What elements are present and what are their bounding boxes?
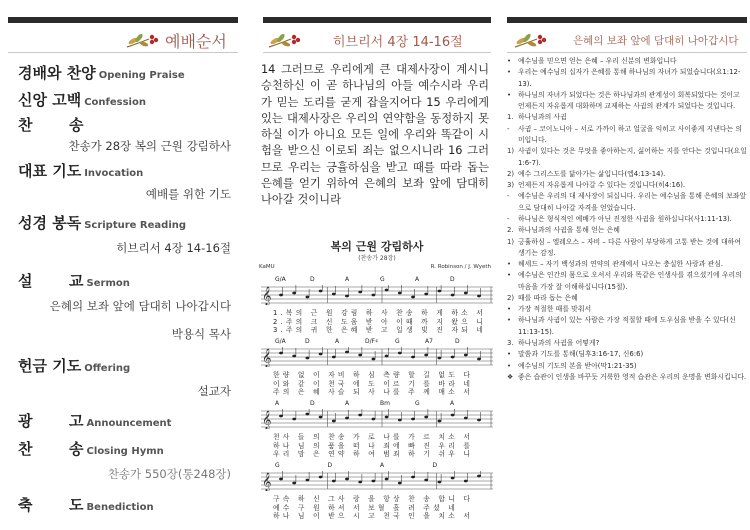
hymn-detail: 찬송가 28장 복의 근원 강림하사 [68,139,231,153]
note-text: 예수 그리스도를 닮아가는 삶입니다(엡4:13-14). [518,169,666,178]
order-item-invocation: 대표 기도 Invocation [18,162,144,180]
order-item-scripture-reading: 성경 봉독 Scripture Reading [18,214,187,232]
scripture-column [255,0,495,530]
note-marker: • [507,271,512,280]
note-item [507,293,747,304]
chord-symbol: D [305,338,310,345]
note-item [507,372,747,383]
hymn-key: KaMU [259,264,275,270]
chord-symbol: D [310,276,315,283]
note-item [507,225,747,236]
note-text: 사귐이 있다는 것은 무엇을 좋아하는지, 싫어하는 지를 안다는 것입니다(요일1:6-7). [518,147,747,167]
chord-symbol: G/A [275,276,286,283]
offering-detail: 설교자 [197,384,231,398]
note-item [507,124,747,147]
chord-symbol: G [395,338,400,345]
chord-symbol: D [327,462,333,469]
chord-symbol: D/F♯ [365,338,378,345]
note-item [507,180,747,191]
chord-symbol: Bm [380,400,390,407]
note-marker: 2) [507,293,515,302]
note-text: 가장 적절한 때를 맞춰서 [518,305,592,314]
note-marker: • [507,316,512,325]
hymn-lyric-line: 예수 구 원 하셔 서 보혈 흘 려 주셨 네 [273,503,458,512]
hymn-lyric-line: 주의 은 혜 사슬 되 사 나를 주 께 매소 서 [273,388,474,396]
sermon-preacher: 박용식 목사 [171,327,231,341]
hymn-lyric-line: 천사 들 의 찬송 가 로 나를 가 르 치소 서 [273,433,474,441]
note-text: 예수님을 믿으면 얻는 은혜 – 우리 신분의 변화입니다 [518,57,677,65]
note-text: 하나님과의 사귐 [518,113,567,122]
hymn-lyric-line: 3.주의 귀 한 은혜 받 고 일생 빚 진 자되 네 [273,326,486,334]
note-text: 우리는 예수님의 십자가 은혜를 통해 하나님의 자녀가 되었습니다(요1:12-13). [518,68,741,88]
note-marker: • [507,68,512,77]
chord-symbol: G/A [275,338,286,345]
note-text: 예수님은 우리의 대 제사장이 되십니다. 우리는 예수님을 통해 은혜의 보좌앞으로 담대히 나아갈 자격을 얻었습니다. [518,192,747,212]
note-item [507,237,747,260]
note-marker: - [507,214,510,223]
note-text: 긍휼하심 – 엘레오스 – 자비 – 다른 사람이 부당하게 고통 받는 것에 대하여 생기는 감정. [518,237,741,257]
note-marker: • [507,305,512,314]
note-text: 하나님과의 사귐을 어떻게? [518,339,600,348]
note-item [507,304,747,315]
svg-text:𝄞: 𝄞 [262,472,272,491]
hymn-lyric-line: 2.주의 크 신 도움 받 아 이때 까 지 왔으 니 [273,317,486,326]
scripture-text: 14 그러므로 우리에게 큰 대제사장이 계시니 승천하신 이 곧 하나님의 아들 예수시라 우리가 믿는 도리를 굳게 잡을지어다 15 우리에게 있는 대제사장은 우리의 연약함을 동정하지 못하실 이가 아니요 모든 일에 우리와 똑같이 시험을 받으신 이로되 죄는 없으시니라 16 그러므로 우리는 긍휼하심을 받고 때를 따라 돕는 은혜를 얻기 위하여 은혜의 보좌 앞에 담대히 나아갈 것이니라 [261,63,489,207]
chord-symbol: A7 [425,338,433,345]
closing-hymn-detail: 찬송가 550장(통248장) [107,467,231,481]
chord-symbol: D [455,338,460,345]
note-marker: - [507,124,510,133]
note-text: 좋은 습관이 인생을 바꾸듯 거룩한 영적 습관은 우리의 운명을 변화시킵니다. [518,372,747,381]
top-bar [8,17,238,23]
note-text: 예수님은 인간의 몸으로 오셔서 우리와 똑같은 인생사를 겪으셨기에 우리의 마음을 가장 잘 이해하십니다(15절). [518,271,742,291]
chord-symbol: A [345,276,350,283]
invocation-detail: 예배를 위한 기도 [145,187,231,201]
note-marker: 1. [507,113,514,122]
note-marker: • [507,57,512,65]
note-marker: 3. [507,339,514,348]
order-item-closing-hymn: 찬 송 Closing Hymn [18,440,164,458]
chord-symbol: A [450,400,455,407]
note-marker: • [507,350,512,359]
note-marker: 1) [507,237,515,246]
note-marker: 2. [507,226,514,235]
hymn-lyric-line: 구속 하 신 그사 랑 을 항상 찬 송 합니 다 [273,495,474,503]
chord-symbol: G [380,276,385,283]
note-item [507,56,747,67]
order-item-hymn: 찬 송 [18,116,84,134]
note-text: 사귐 – 코이노니아 – 서로 가까이 하고 얼굴을 익히고 사이좋게 지낸다는 의미입니다. [518,124,743,144]
olive-branch-icon [513,29,549,51]
note-item [507,270,747,293]
order-item-opening-praise: 경배와 찬양 Opening Praise [18,64,185,82]
order-item-benediction: 축 도 Benediction [18,496,154,514]
chord-symbol: A [345,400,350,407]
note-marker: 3) [507,181,515,190]
hymn-sheet [259,238,495,528]
note-text: 헤세드 – 자기 백성과의 연약의 관계에서 나오는 충실한 사랑과 관심. [518,260,724,269]
sermon-notes-column [505,0,750,530]
note-item [507,349,747,360]
music-staff [259,471,495,491]
note-marker: • [507,90,512,99]
note-text: 언제든지 자유롭게 나아갈 수 있다는 것입니다(히4:16). [518,181,686,190]
note-item [507,191,747,214]
note-text: 하나님은 형식적인 예배가 아닌 진정한 사귐을 원하십니다(사1:11-13). [518,214,732,223]
order-header [125,28,227,52]
sermon-title: 은혜의 보좌 앞에 담대히 나아갑시다 [49,299,231,313]
chord-symbol: A [335,338,340,345]
hymn-lyric-line: 한량 없 이 자비 하 심 측량 할 길 없도 다 [273,371,474,379]
svg-text:𝄞: 𝄞 [262,348,272,367]
chord-row [259,276,495,284]
note-item [507,214,747,225]
note-item [507,338,747,349]
note-text: 말씀과 기도를 통해(딤후3:16-17, 신6:6) [518,350,644,359]
note-marker: • [507,361,512,370]
chord-symbol: G [415,400,420,407]
hymn-title: 복의 근원 강림하사 [330,240,424,253]
chord-symbol: D [432,462,438,469]
note-marker: - [507,192,510,201]
staff-system [259,462,495,522]
hymn-lyric-line: 1.복의 근 원 강림 하 사 찬송 하 게 하소 서 [273,309,486,317]
svg-text:𝄞: 𝄞 [262,286,272,305]
note-text: 예수님의 기도의 본을 받아(막1:21-35) [518,361,637,370]
note-marker: ❖ [507,372,514,381]
top-bar [263,17,491,23]
note-item [507,146,747,169]
chord-row [259,338,495,346]
note-item [507,67,747,90]
chord-row [259,462,495,470]
olive-branch-icon [267,29,303,51]
chord-symbol: A [275,400,280,407]
note-item [507,315,747,338]
order-item-offering: 헌금 기도 Offering [18,357,131,375]
hymn-composer: R. Robinson / J. Wyeth [430,264,491,270]
note-text: 하나님의 자녀가 되었다는 것은 하나님과의 관계성이 회복되었다는 것이고 언제든지 자유롭게 대화하며 교제하는 사귐의 관계가 되었다는 것입니다. [518,90,740,111]
note-marker: 1) [507,147,515,156]
order-of-worship-column [0,0,245,530]
top-bar [507,17,747,23]
chord-symbol: A [415,276,420,283]
header-divider [263,52,491,53]
note-text: 하나님과 사귐이 있는 사람은 가장 적절할 때에 도우심을 받을 수 있다(신11:13-15). [518,316,736,336]
order-item-announcement: 광 고 Announcement [18,412,172,430]
staff-system [259,400,495,460]
notes-title: 은혜의 보좌 앞에 담대히 나아갑시다 [573,34,739,47]
note-marker: 2) [507,169,515,178]
hymn-lyric-line: 이와 같 이 천국 에 도 이르 기 를 바라 네 [273,379,474,388]
header-divider [8,52,238,53]
chord-symbol: G [275,462,280,469]
order-item-confession: 신앙 고백 Confession [18,91,146,109]
scripture-detail: 히브리서 4장 14-16절 [116,241,231,255]
scripture-header [267,28,463,52]
note-marker: • [507,260,512,269]
chord-symbol: D [450,276,455,283]
svg-text:𝄞: 𝄞 [262,410,272,429]
note-item [507,112,747,123]
hymn-lyric-line: 하나 님 이 받으 시 고 천국 인 을 치소 서 [273,512,474,520]
music-staff [259,285,495,305]
order-item-sermon: 설 교 Sermon [18,272,130,290]
hymn-subtitle: (찬송가 28장) [358,255,396,262]
chord-symbol: D [310,400,315,407]
note-item [507,90,747,113]
note-item [507,361,747,372]
chord-symbol: A [380,462,385,469]
header-divider [507,52,747,53]
note-item [507,259,747,270]
note-text: 때를 따라 돕는 은혜 [518,293,578,302]
scripture-title: 히브리서 4장 14-16절 [333,34,463,50]
note-text: 하나님과의 사귐을 통해 얻는 은혜 [518,226,620,235]
music-staff [259,409,495,429]
music-staff [259,347,495,367]
hymn-lyric-line: 하나 님 의 품을 떠 나 죄에 빠 진 우리 를 [273,441,474,450]
olive-branch-icon [125,29,161,51]
order-title: 예배순서 [165,31,227,51]
staff-system [259,338,495,398]
hymn-lyric-line: 우리 맘 은 연약 하 여 범죄 하 기 쉬우 니 [273,450,474,458]
staff-system [259,276,495,336]
sermon-notes-list [507,56,747,383]
chord-row [259,400,495,408]
notes-header [513,28,739,52]
note-item [507,169,747,180]
